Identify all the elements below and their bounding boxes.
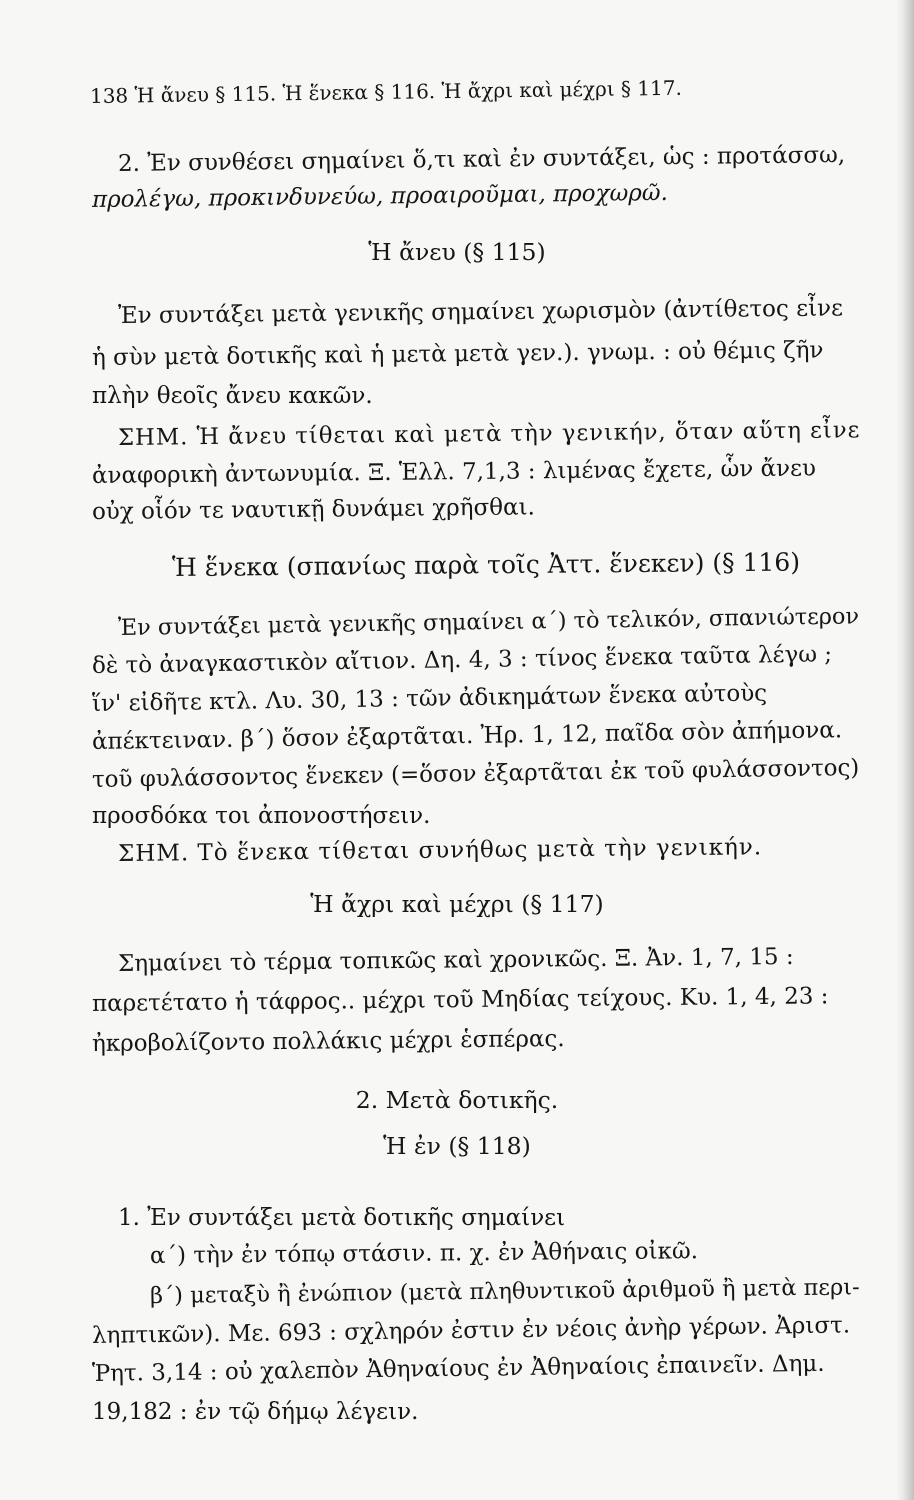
heneka-note: ΣΗΜ. Τὸ ἕνεκα τίθεται συνήθως μετὰ τὴν γενικήν.: [117, 834, 763, 867]
en-line-6: 19,182 : ἐν τῷ δήμῳ λέγειν.: [92, 1399, 419, 1425]
heneka-line-5: τοῦ φυλάσσοντος ἕνεκεν (=ὅσον ἐξαρτᾶται ἐκ τοῦ φυλάσσοντος): [91, 754, 860, 793]
en-line-2: α΄) τὴν ἐν τόπῳ στάσιν. π. χ. ἐν Ἀθήναις οἰκῶ.: [149, 1238, 699, 1269]
en-line-4: ληπτικῶν). Με. 693 : σχληρόν ἐστιν ἐν νέοις ἀνὴρ γέρων. Ἀριστ.: [91, 1312, 851, 1349]
subsection-dative-title: 2. Μετὰ δοτικῆς.: [355, 1086, 559, 1114]
aneu-note-2: ἀναφορικὴ ἀντωνυμία. Ξ. Ἑλλ. 7,1,3 : λιμένας ἔχετε, ὧν ἄνευ: [91, 455, 817, 489]
heneka-line-2: δὲ τὸ ἀναγκαστικὸν αἴτιον. Δη. 4, 3 : τίνος ἕνεκα ταῦτα λέγω ;: [91, 641, 833, 679]
achri-line-2: παρετέτατο ἡ τάφρος.. μέχρι τοῦ Μηδίας τείχους. Κυ. 1, 4, 23 :: [91, 983, 829, 1017]
achri-line-1: Σημαίνει τὸ τέρμα τοπικῶς καὶ χρονικῶς. Ξ. Ἀν. 1, 7, 15 :: [117, 943, 794, 977]
aneu-line-1: Ἐν συντάξει μετὰ γενικῆς σημαίνει χωρισμὸν (ἀντίθετος εἶνε: [117, 295, 844, 329]
heading-en: Ἡ ἐν (§ 118): [383, 1132, 531, 1160]
heneka-line-3: ἵν' εἰδῆτε κτλ. Λυ. 30, 13 : τῶν ἀδικημάτων ἕνεκα αὐτοὺς: [91, 680, 768, 717]
aneu-line-3: πλὴν θεοῖς ἄνευ κακῶν.: [92, 383, 373, 409]
aneu-note-3: οὐχ οἷόν τε ναυτικῇ δυνάμει χρῆσθαι.: [91, 494, 536, 525]
heading-aneu: Ἡ ἄνευ (§ 115): [368, 238, 546, 266]
intro-line-1: 2. Ἐν συνθέσει σημαίνει ὅ,τι καὶ ἐν συντάξει, ὡς : προτάσσω,: [117, 142, 846, 177]
heneka-line-4: ἀπέκτειναν. β΄) ὅσον ἐξαρτᾶται. Ἠρ. 1, 12, παῖδα σὸν ἀπήμονα.: [91, 717, 843, 755]
en-line-3: β΄) μεταξὺ ἢ ἐνώπιον (μετὰ πληθυντικοῦ ἀριθμοῦ ἢ μετὰ περι-: [149, 1274, 860, 1309]
heneka-line-1: Ἐν συντάξει μετὰ γενικῆς σημαίνει α΄) τὸ τελικόν, σπανιώτερον: [117, 603, 860, 641]
en-line-1: 1. Ἐν συντάξει μετὰ δοτικῆς σημαίνει: [118, 1205, 566, 1231]
heading-heneka: Ἡ ἕνεκα (σπανίως παρὰ τοῖς Ἀττ. ἕνεκεν) (§ 116): [171, 547, 801, 582]
aneu-line-2: ἡ σὺν μετὰ δοτικῆς καὶ ἡ μετὰ μετὰ γεν.). γνωμ. : οὐ θέμις ζῆν: [91, 337, 824, 371]
aneu-note-1: ΣΗΜ. Ἡ ἄνευ τίθεται καὶ μετὰ τὴν γενικήν, ὅταν αὕτη εἶνε: [117, 417, 861, 451]
en-line-5: Ῥητ. 3,14 : οὐ χαλεπὸν Ἀθηναίους ἐν Ἀθηναίοις ἐπαινεῖν. Δημ.: [91, 1350, 825, 1387]
achri-line-3: ἠκροβολίζοντο πολλάκις μέχρι ἑσπέρας.: [91, 1026, 565, 1057]
intro-line-2: προλέγω, προκινδυνεύω, προαιροῦμαι, προχωρῶ.: [91, 179, 669, 213]
page-edge-shadow: [896, 0, 914, 1500]
running-header: 138 Ἡ ἄνευ § 115. Ἡ ἕνεκα § 116. Ἡ ἄχρι καὶ μέχρι § 117.: [89, 75, 683, 108]
heneka-line-6: προσδόκα τοι ἀπονοστήσειν.: [92, 803, 431, 829]
heading-achri: Ἡ ἄχρι καὶ μέχρι (§ 117): [310, 890, 604, 918]
